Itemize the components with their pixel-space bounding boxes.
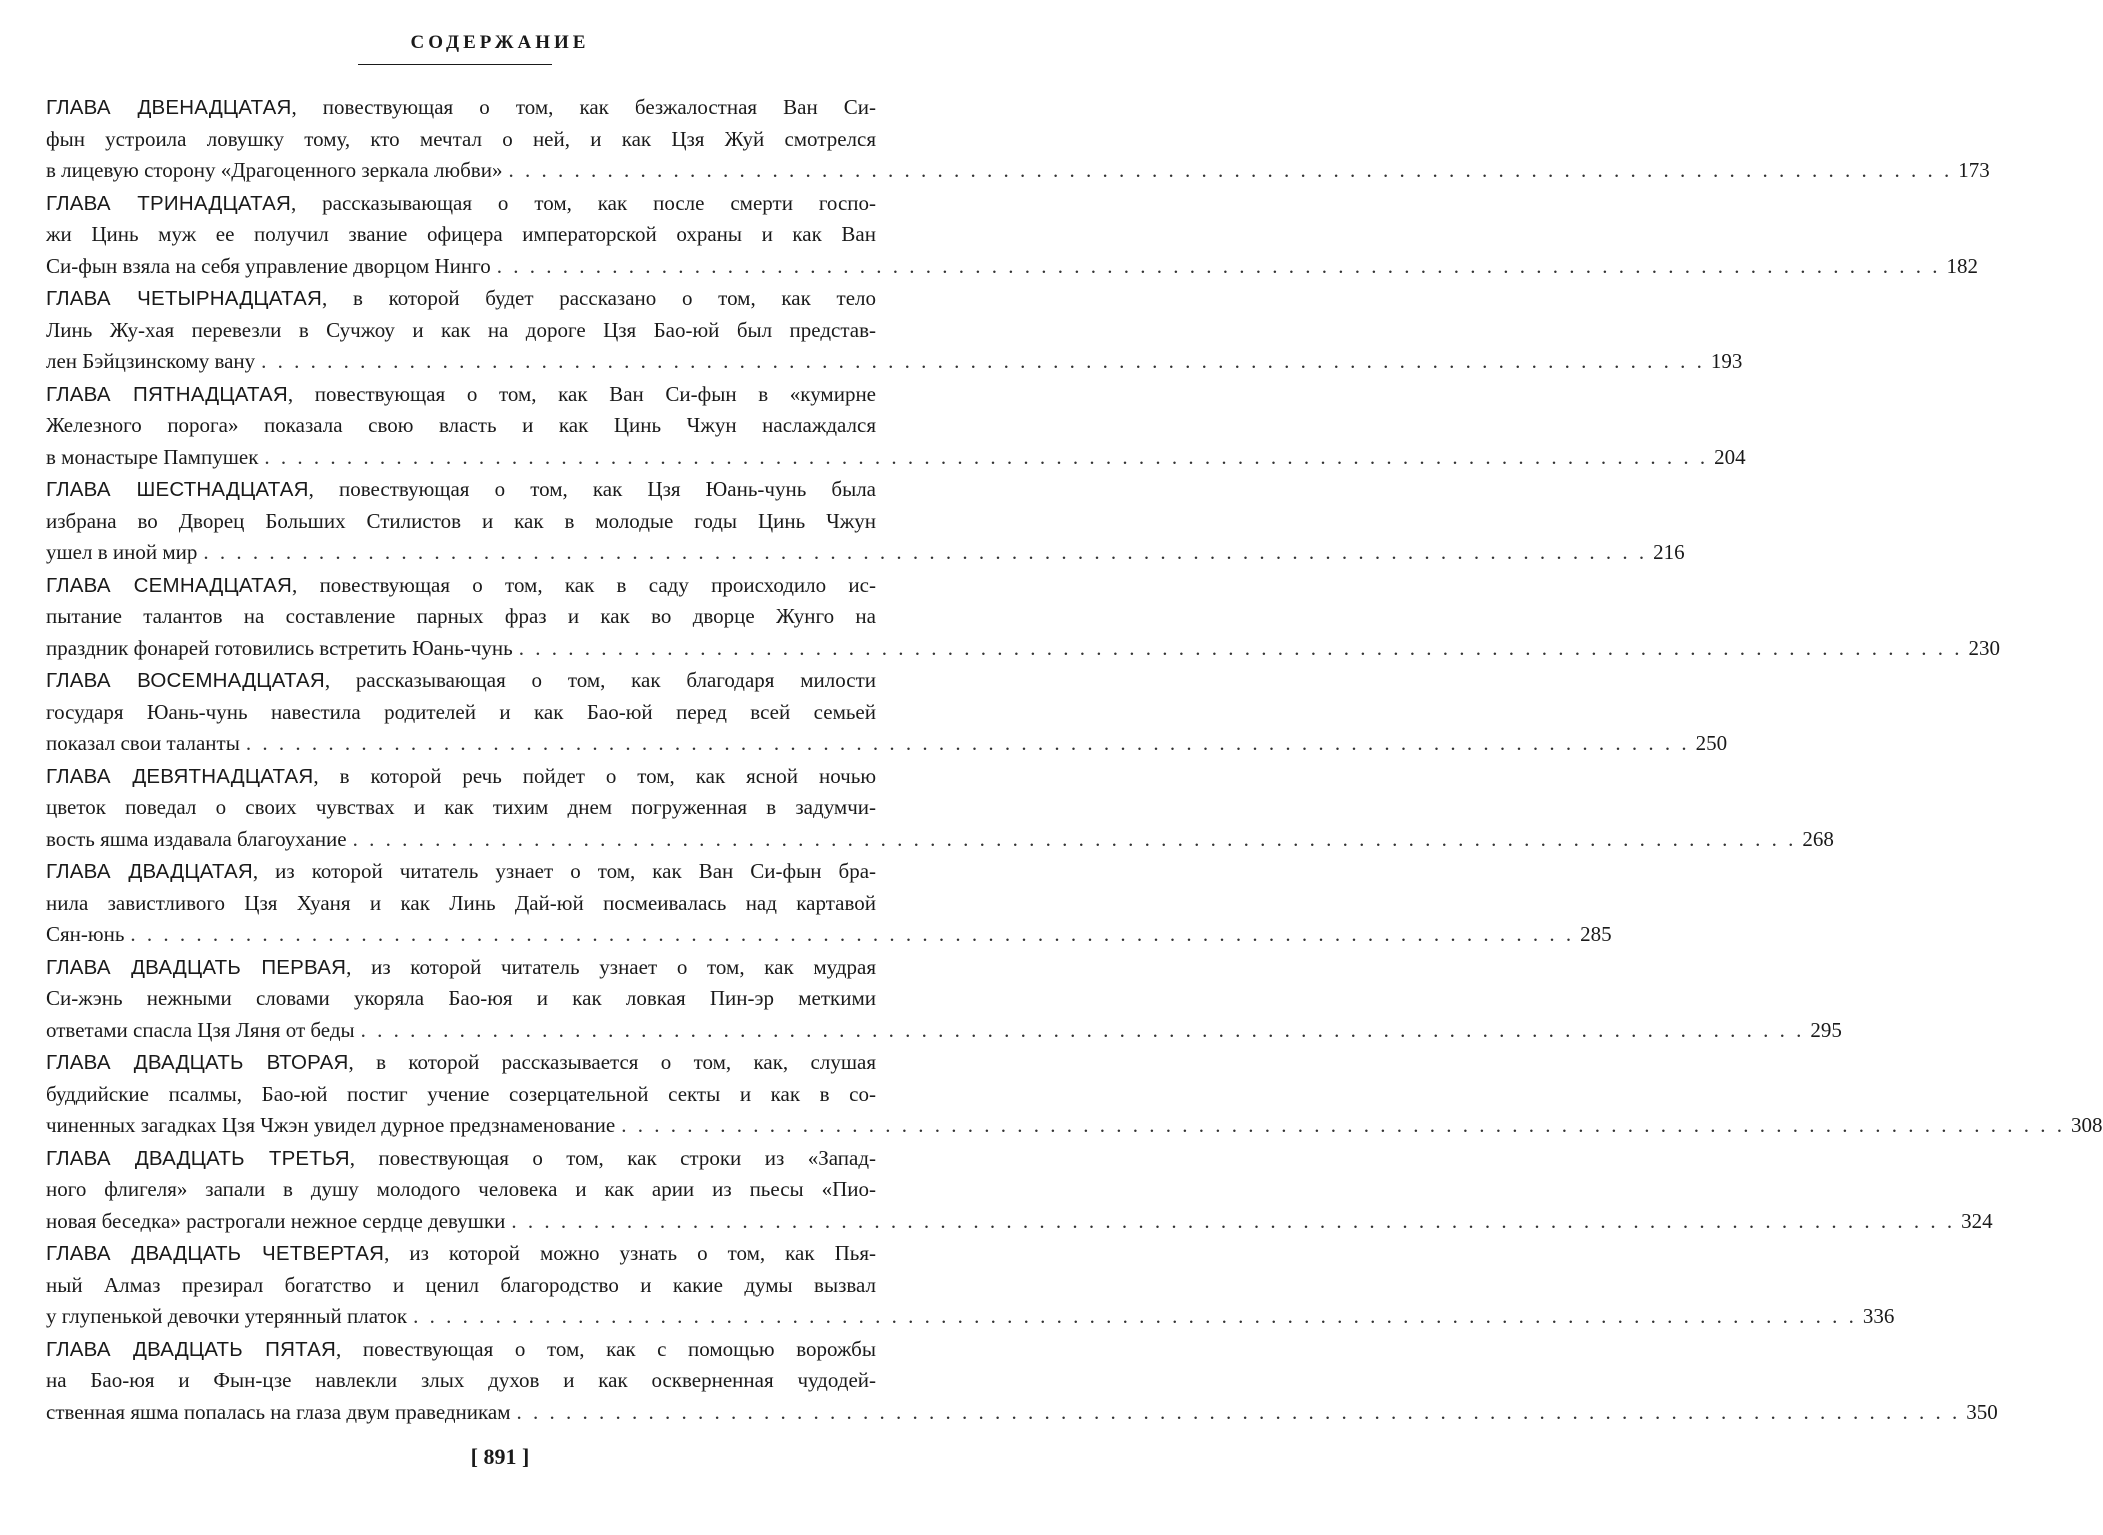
chapter-title: ГЛАВА ДВАДЦАТЬ ТРЕТЬЯ	[46, 1146, 350, 1170]
page-reference[interactable]: 285	[1580, 922, 1612, 946]
toc-entry-line	[46, 346, 1743, 378]
toc-entry[interactable]	[46, 379, 1746, 474]
page-reference[interactable]: 230	[1968, 635, 2000, 660]
page-reference[interactable]: 350	[1966, 1399, 1998, 1424]
toc-entry[interactable]	[46, 92, 1990, 187]
chapter-description: , повествующая о том, как Ван Си-фын в «кумирне	[287, 381, 876, 406]
toc-entry-line	[46, 952, 876, 984]
toc-entry-line	[46, 1334, 876, 1366]
chapter-title: ГЛАВА ТРИНАДЦАТАЯ	[46, 191, 292, 215]
chapter-description: лен Бэйцзинскому вану	[46, 349, 256, 373]
page-number: [ 891 ]	[470, 1444, 530, 1469]
chapter-description: ответами спасла Цзя Ляня от беды	[46, 1017, 355, 1042]
chapter-description: ушел в иной мир	[46, 540, 198, 564]
page-reference[interactable]: 173	[1958, 158, 1990, 182]
chapter-description: ный Алмаз презирал богатство и ценил благородство и какие думы вызвал	[46, 1272, 876, 1297]
page-reference[interactable]: 250	[1695, 731, 1728, 755]
page-title: СОДЕРЖАНИЕ	[410, 32, 590, 53]
page-reference[interactable]: 308	[2071, 1113, 2103, 1137]
chapter-title: ГЛАВА ДВЕНАДЦАТАЯ	[46, 96, 292, 119]
title-underline	[358, 64, 552, 65]
chapter-title: ГЛАВА ШЕСТНАДЦАТАЯ	[46, 478, 309, 501]
toc-entry[interactable]	[46, 570, 2000, 665]
toc-entry-line	[46, 251, 1979, 283]
toc-entry-line	[46, 570, 876, 602]
toc-entry[interactable]	[46, 1143, 1993, 1238]
toc-entry-line	[46, 1301, 1895, 1333]
chapter-title: ГЛАВА ВОСЕМНАДЦАТАЯ	[46, 669, 325, 692]
toc-entry-line	[46, 665, 876, 697]
toc-entry[interactable]	[46, 761, 1834, 856]
chapter-description: фын устроила ловушку тому, кто мечтал о ней, и как Цзя Жуй смотрелся	[46, 126, 876, 151]
toc-entry-line	[46, 856, 876, 888]
dot-leader: . . . . . . . . . . . . . . . . . . . . . . . . . . . . . . . . . . . . . . . . . . . . . . . . . . . . . . . . . . . . . . . . . . . . . . . . . . . . . . . . . . . . . . . .	[516, 1399, 1961, 1424]
toc-entry-line	[46, 1110, 2103, 1142]
chapter-title: ГЛАВА ДВАДЦАТЬ ПЯТАЯ	[46, 1337, 337, 1361]
chapter-description: Си-фын взяла на себя управление дворцом Нинго	[46, 253, 491, 278]
chapter-description: , рассказывающая о том, как благодаря милости	[324, 668, 876, 692]
toc-entry[interactable]	[46, 1238, 1895, 1333]
page-reference[interactable]: 216	[1653, 540, 1685, 564]
toc-entry-line	[46, 155, 1990, 187]
toc-entry-line	[46, 442, 1746, 474]
page-reference[interactable]: 193	[1710, 349, 1743, 373]
chapter-description: жи Цинь муж ее получил звание офицера императорской охраны и как Ван	[46, 222, 876, 246]
dot-leader: . . . . . . . . . . . . . . . . . . . . . . . . . . . . . . . . . . . . . . . . . . . . . . . . . . . . . . . . . . . . . . . . . . . . . . . . . . . . . . . . . . . . . . . .	[496, 253, 1941, 278]
toc-entry-line	[46, 474, 876, 506]
toc-entry-line	[46, 1397, 1998, 1429]
dot-leader: . . . . . . . . . . . . . . . . . . . . . . . . . . . . . . . . . . . . . . . . . . . . . . . . . . . . . . . . . . . . . . . . . . . . . . . . . . . . . . . . . . . . . . . .	[511, 1208, 1956, 1233]
page-reference[interactable]: 336	[1862, 1304, 1895, 1328]
chapter-description: , повествующая о том, как безжалостная Ван Си-	[291, 95, 876, 119]
toc-entry[interactable]	[46, 1334, 1998, 1429]
toc-entry-line	[46, 379, 876, 411]
toc-entry-line	[46, 92, 876, 124]
toc-entry[interactable]	[46, 665, 1728, 760]
chapter-description: , рассказывающая о том, как после смерти госпо-	[291, 190, 876, 215]
toc-entry-line	[46, 188, 876, 220]
chapter-description: вость яшма издавала благоухание	[46, 826, 347, 851]
dot-leader: . . . . . . . . . . . . . . . . . . . . . . . . . . . . . . . . . . . . . . . . . . . . . . . . . . . . . . . . . . . . . . . . . . . . . . . . . . . . . . . . . . . . . . . .	[518, 635, 1963, 660]
chapter-description: государя Юань-чунь навестила родителей и как Бао-юй перед всей семьей	[46, 699, 876, 724]
toc-entry[interactable]	[46, 188, 1979, 283]
chapter-description: , из которой можно узнать о том, как Пья-	[384, 1241, 876, 1265]
dot-leader: . . . . . . . . . . . . . . . . . . . . . . . . . . . . . . . . . . . . . . . . . . . . . . . . . . . . . . . . . . . . . . . . . . . . . . . . . . . . . . . . . . . . . . . .	[130, 922, 1575, 946]
chapter-description: , повествующая о том, как в саду происходило ис-	[292, 572, 876, 597]
chapter-description: ного флигеля» запали в душу молодого человека и как арии из пьесы «Пио-	[46, 1177, 876, 1201]
dot-leader: . . . . . . . . . . . . . . . . . . . . . . . . . . . . . . . . . . . . . . . . . . . . . . . . . . . . . . . . . . . . . . . . . . . . . . . . . . . . . . . . . . . . . . . .	[413, 1304, 1857, 1328]
chapter-title: ГЛАВА СЕМНАДЦАТАЯ	[46, 573, 293, 597]
chapter-description: новая беседка» растрогали нежное сердце девушки	[46, 1208, 506, 1233]
page-reference[interactable]: 182	[1946, 253, 1979, 278]
chapter-title: ГЛАВА ПЯТНАДЦАТАЯ	[46, 382, 288, 406]
toc-entry[interactable]	[46, 952, 1842, 1047]
toc-entry[interactable]	[46, 474, 1685, 569]
chapter-title: ГЛАВА ДВАДЦАТЬ ЧЕТВЕРТАЯ	[46, 1242, 385, 1265]
chapter-title: ГЛАВА ДВАДЦАТАЯ	[46, 860, 253, 883]
chapter-description: у глупенькой девочки утерянный платок	[46, 1304, 408, 1328]
toc-entry-line	[46, 919, 1612, 951]
dot-leader: . . . . . . . . . . . . . . . . . . . . . . . . . . . . . . . . . . . . . . . . . . . . . . . . . . . . . . . . . . . . . . . . . . . . . . . . . . . . . . . . . . . . . . . .	[245, 731, 1690, 755]
page-reference[interactable]: 204	[1714, 444, 1746, 469]
chapter-description: избрана во Дворец Больших Стилистов и как в молодые годы Цинь Чжун	[46, 508, 876, 533]
chapter-description: , повествующая о том, как с помощью ворожбы	[336, 1336, 876, 1361]
toc-entry[interactable]	[46, 283, 1743, 378]
chapter-description: , из которой читатель узнает о том, как Ван Си-фын бра-	[252, 859, 877, 883]
toc-entry-line	[46, 1238, 876, 1270]
toc-entry-line	[46, 1047, 876, 1079]
toc-entry-line	[46, 1015, 1842, 1047]
chapter-description: показал свои таланты	[46, 731, 240, 755]
chapter-description: Си-жэнь нежными словами укоряла Бао-юя и как ловкая Пин-эр меткими	[46, 986, 876, 1010]
toc-entry-line	[46, 1206, 1993, 1238]
dot-leader: . . . . . . . . . . . . . . . . . . . . . . . . . . . . . . . . . . . . . . . . . . . . . . . . . . . . . . . . . . . . . . . . . . . . . . . . . . . . . . . . . . . . . . . .	[508, 158, 1953, 182]
chapter-description: цветок поведал о своих чувствах и как тихим днем погруженная в задумчи-	[46, 795, 876, 819]
dot-leader: . . . . . . . . . . . . . . . . . . . . . . . . . . . . . . . . . . . . . . . . . . . . . . . . . . . . . . . . . . . . . . . . . . . . . . . . . . . . . . . . . . . . . . . .	[352, 826, 1797, 851]
dot-leader: . . . . . . . . . . . . . . . . . . . . . . . . . . . . . . . . . . . . . . . . . . . . . . . . . . . . . . . . . . . . . . . . . . . . . . . . . . . . . . . . . . . . . . . .	[264, 444, 1709, 469]
dot-leader: . . . . . . . . . . . . . . . . . . . . . . . . . . . . . . . . . . . . . . . . . . . . . . . . . . . . . . . . . . . . . . . . . . . . . . . . . . . . . . . . . . . . . . . .	[203, 540, 1648, 564]
chapter-title: ГЛАВА ДВАДЦАТЬ ПЕРВАЯ	[46, 955, 347, 979]
toc-entry[interactable]	[46, 856, 1612, 951]
toc-entry-line	[46, 633, 2000, 665]
chapter-description: , в которой речь пойдет о том, как ясной ночью	[313, 763, 877, 788]
chapter-description: , из которой читатель узнает о том, как мудрая	[346, 954, 877, 979]
page-reference[interactable]: 268	[1802, 826, 1834, 851]
chapter-description: пытание талантов на составление парных фраз и как во дворце Жунго на	[46, 604, 876, 628]
chapter-description: в лицевую сторону «Драгоценного зеркала любви»	[46, 158, 503, 182]
chapter-description: , повествующая о том, как строки из «Запад-	[349, 1145, 877, 1170]
chapter-description: Железного порога» показала свою власть и как Цинь Чжун наслаждался	[46, 413, 876, 437]
toc-entry-line	[46, 728, 1728, 760]
chapter-title: ГЛАВА ДЕВЯТНАДЦАТАЯ	[46, 764, 314, 788]
chapter-description: , в которой рассказывается о том, как, слушая	[348, 1050, 876, 1074]
page-reference[interactable]: 295	[1810, 1017, 1842, 1042]
toc-entry-line	[46, 1143, 876, 1175]
toc-entry-line	[46, 283, 876, 315]
chapter-description: , повествующая о том, как Цзя Юань-чунь была	[308, 477, 876, 501]
chapter-description: буддийские псалмы, Бао-юй постиг учение созерцательной секты и как в со-	[46, 1081, 876, 1106]
chapter-description: праздник фонарей готовились встретить Юань-чунь	[46, 635, 513, 660]
page-reference[interactable]: 324	[1961, 1208, 1993, 1233]
chapter-description: ственная яшма попалась на глаза двум праведникам	[46, 1399, 511, 1424]
chapter-description: , в которой будет рассказано о том, как тело	[321, 286, 877, 310]
chapter-description: Сян-юнь	[46, 922, 125, 946]
toc-entry-line	[46, 537, 1685, 569]
chapter-description: Линь Жу-хая перевезли в Сучжоу и как на дороге Цзя Бао-юй был представ-	[46, 317, 876, 342]
dot-leader: . . . . . . . . . . . . . . . . . . . . . . . . . . . . . . . . . . . . . . . . . . . . . . . . . . . . . . . . . . . . . . . . . . . . . . . . . . . . . . . . . . . . . . . .	[360, 1017, 1805, 1042]
toc-entry-line	[46, 824, 1834, 856]
chapter-description: чиненных загадках Цзя Чжэн увидел дурное предзнаменование	[46, 1113, 616, 1137]
table-of-contents	[46, 92, 2103, 1429]
chapter-description: в монастыре Пампушек	[46, 444, 259, 469]
chapter-description: на Бао-юя и Фын-цзе навлекли злых духов и как оскверненная чудодей-	[46, 1368, 876, 1392]
chapter-title: ГЛАВА ДВАДЦАТЬ ВТОРАЯ	[46, 1051, 349, 1074]
dot-leader: . . . . . . . . . . . . . . . . . . . . . . . . . . . . . . . . . . . . . . . . . . . . . . . . . . . . . . . . . . . . . . . . . . . . . . . . . . . . . . . . . . . . . . . .	[621, 1113, 2065, 1137]
toc-entry[interactable]	[46, 1047, 2103, 1142]
chapter-title: ГЛАВА ЧЕТЫРНАДЦАТАЯ	[46, 287, 322, 310]
chapter-description: нила завистливого Цзя Хуаня и как Линь Дай-юй посмеивалась над картавой	[46, 890, 876, 915]
dot-leader: . . . . . . . . . . . . . . . . . . . . . . . . . . . . . . . . . . . . . . . . . . . . . . . . . . . . . . . . . . . . . . . . . . . . . . . . . . . . . . . . . . . . . . . .	[261, 349, 1705, 373]
toc-entry-line	[46, 761, 876, 793]
